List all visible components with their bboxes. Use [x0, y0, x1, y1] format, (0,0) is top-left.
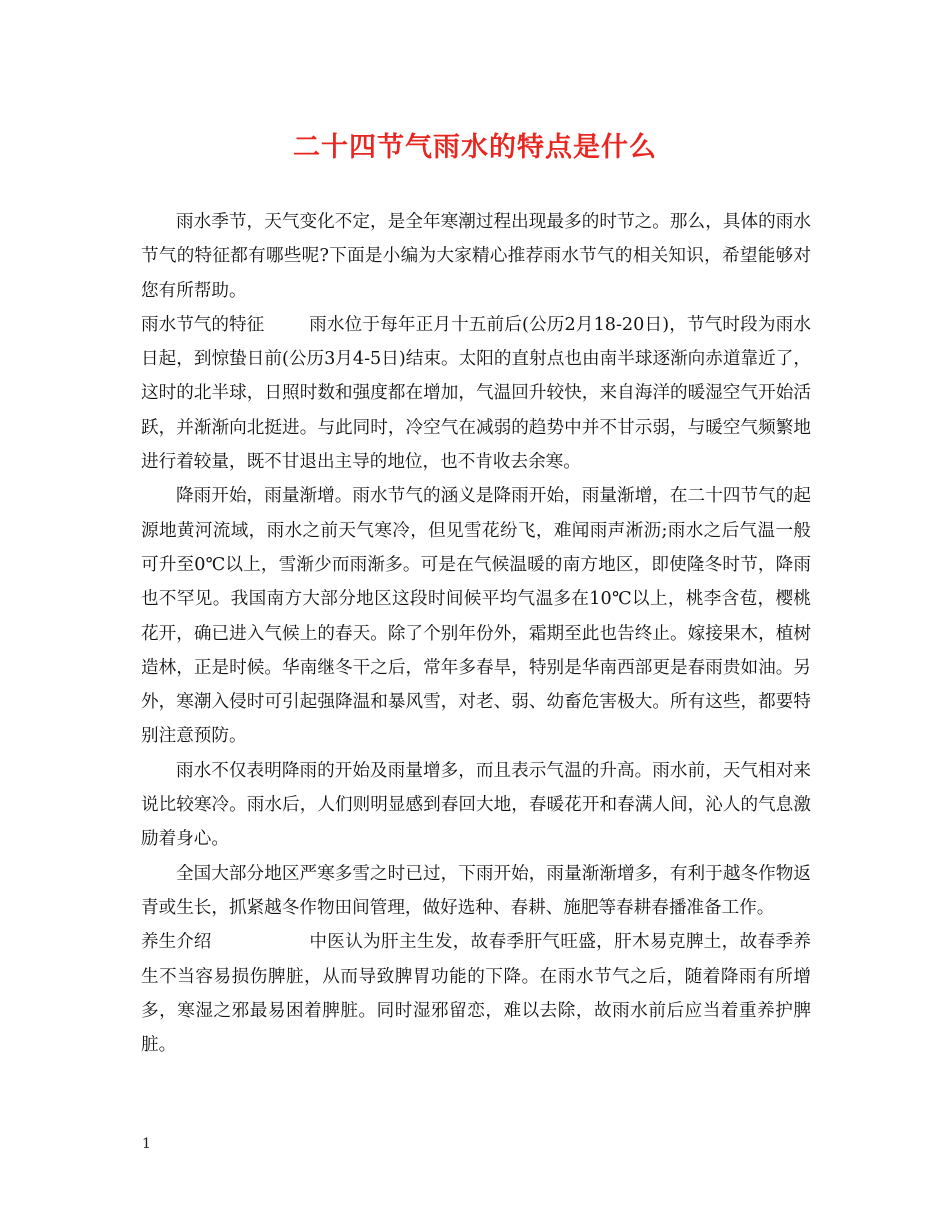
- section-health-paragraph: [141, 925, 811, 1062]
- document-title: 二十四节气雨水的特点是什么: [293, 132, 657, 163]
- section-features-heading: 雨水节气的特征: [141, 314, 265, 335]
- rainfall-paragraph: 降雨开始，雨量渐增。雨水节气的涵义是降雨开始，雨量渐增，在二十四节气的起源地黄河流域，雨水之前天气寒冷，但见雪花纷飞，难闻雨声淅沥;雨水之后气温一般可升至0℃以上，雪渐少而雨渐多。可是在气候温暖的南方地区，即使隆冬时节，降雨也不罕见。我国南方大部分地区这段时间候平均气温多在10℃以上，桃李含苞，樱桃花开，确已进入气候上的春天。除了个别年份外，霜期至此也告终止。嫁接果木，植树造林，正是时候。华南继冬干之后，常年多春旱，特别是华南西部更是春雨贵如油。另外，寒潮入侵时可引起强降温和暴风雪，对老、弱、幼畜危害极大。所有这些，都要特别注意预防。: [141, 486, 811, 747]
- page-number: 1: [142, 1136, 151, 1152]
- section-health-heading: 养生介绍: [141, 932, 212, 953]
- temperature-paragraph: 雨水不仅表明降雨的开始及雨量增多，而且表示气温的升高。雨水前，天气相对来说比较寒冷。雨水后，人们则明显感到春回大地，春暖花开和春满人间，沁人的气息激励着身心。: [141, 760, 811, 850]
- section-features-text: 雨水位于每年正月十五前后(公历2月18-20日)，节气时段为雨水日起，到惊蛰日前(公历3月4-5日)结束。太阳的直射点也由南半球逐渐向赤道靠近了，这时的北半球，日照时数和强度都在增加，气温回升较快，来自海洋的暖湿空气开始活跃，并渐渐向北挺进。与此同时，冷空气在减弱的趋势中并不甘示弱，与暖空气频繁地进行着较量，既不甘退出主导的地位，也不肯收去余寒。: [141, 314, 811, 473]
- section-features-paragraph: [141, 308, 811, 479]
- intro-paragraph: 雨水季节，天气变化不定，是全年寒潮过程出现最多的时节之。那么，具体的雨水节气的特征都有哪些呢?下面是小编为大家精心推荐雨水节气的相关知识，希望能够对您有所帮助。: [141, 212, 811, 301]
- section-health-text: 中医认为肝主生发，故春季肝气旺盛，肝木易克脾土，故春季养生不当容易损伤脾脏，从而导致脾胃功能的下降。在雨水节气之后，随着降雨有所增多，寒湿之邪最易困着脾脏。同时湿邪留恋，难以去除，故雨水前后应当着重养护脾脏。: [141, 932, 811, 1056]
- agriculture-paragraph: 全国大部分地区严寒多雪之时已过，下雨开始，雨量渐渐增多，有利于越冬作物返青或生长，抓紧越冬作物田间管理，做好选种、春耕、施肥等春耕春播准备工作。: [141, 863, 811, 918]
- document-body: [141, 205, 811, 1062]
